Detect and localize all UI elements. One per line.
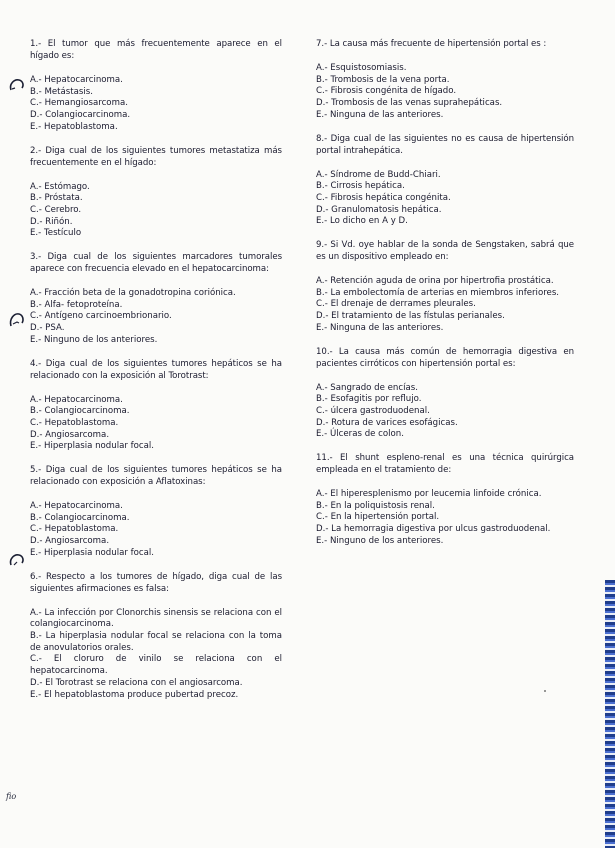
- handwritten-mark-q5: [8, 553, 24, 565]
- option-a: A.- El hiperesplenismo por leucemia linfoide crónica.: [316, 489, 542, 500]
- handwritten-mark-q3: [8, 312, 24, 324]
- option-b: B.- Alfa- fetoproteína.: [30, 299, 123, 310]
- question-stem: 5.- Diga cual de los siguientes tumores hepáticos se ha relacionado con exposición a Aflatoxinas:: [30, 465, 282, 488]
- option-d: D.- PSA.: [30, 323, 65, 334]
- question-stem: 1.- El tumor que más frecuentemente aparece en el hígado es:: [30, 39, 282, 61]
- question-stem: 10.- La causa más común de hemorragia digestiva en pacientes cirróticos con hipertensión portal es:: [316, 346, 574, 369]
- option-e: E.- Ninguno de los anteriores.: [30, 334, 158, 345]
- question-stem: 9.- Si Vd. oye hablar de la sonda de Sengstaken, sabrá que es un dispositivo empleado en:: [316, 240, 574, 263]
- option-e: E.- Hiperplasia nodular focal.: [30, 441, 155, 452]
- option-c: C.- En la hipertensión portal.: [316, 512, 440, 523]
- option-a: A.- Hepatocarcinoma.: [30, 75, 123, 85]
- question-6: [30, 571, 282, 702]
- question-stem: 3.- Diga cual de los siguientes marcadores tumorales aparece con frecuencia elevado en el hepatocarcinoma:: [30, 252, 282, 275]
- option-c: C.- úlcera gastroduodenal.: [316, 405, 430, 416]
- question-9: [316, 239, 574, 335]
- left-column: [30, 38, 282, 712]
- question-stem: 2.- Diga cual de los siguientes tumores metastatiza más frecuentemente en el hígado:: [30, 145, 282, 168]
- question-3: [30, 251, 282, 347]
- question-stem: 11.- El shunt espleno-renal es una técnica quirúrgica empleada en el tratamiento de:: [316, 453, 574, 476]
- option-c: C.- Cerebro.: [30, 204, 82, 215]
- question-stem: 4.- Diga cual de los siguientes tumores hepáticos se ha relacionado con la exposición al Torotrast:: [30, 358, 282, 381]
- question-8: [316, 133, 574, 229]
- handwritten-mark-q1: [8, 78, 24, 90]
- option-a: A.- Sangrado de encías.: [316, 382, 418, 393]
- option-d: D.- La hemorragia digestiva por ulcus gastroduodenal.: [316, 524, 551, 535]
- option-d: D.- El tratamiento de las fístulas perianales.: [316, 311, 505, 322]
- question-10: [316, 346, 574, 442]
- option-a: A.- Estómago.: [30, 181, 90, 192]
- option-d: D.- Colangiocarcinoma.: [30, 110, 131, 121]
- option-d: D.- Riñón.: [30, 216, 73, 227]
- option-b: B.- En la poliquistosis renal.: [316, 500, 435, 511]
- option-c: C.- Antígeno carcinoembrionario.: [30, 311, 172, 322]
- option-e: E.- Lo dicho en A y D.: [316, 216, 408, 227]
- option-c: C.- Fibrosis congénita de hígado.: [316, 86, 457, 97]
- option-e: E.- Testículo: [30, 228, 82, 239]
- option-b: B.- Cirrosis hepática.: [316, 181, 405, 192]
- option-b: B.- Próstata.: [30, 193, 83, 204]
- option-b: B.- Colangiocarcinoma.: [30, 406, 130, 417]
- scan-edge-strip: [605, 580, 615, 848]
- option-c: C.- Hepatoblastoma.: [30, 417, 119, 428]
- question-11: [316, 452, 574, 548]
- option-e: E.- Ninguna de las anteriores.: [316, 322, 444, 333]
- option-b: B.- Esofagitis por reflujo.: [316, 394, 422, 405]
- option-a: A.- Hepatocarcinoma.: [30, 394, 123, 405]
- option-c: C.- El drenaje de derrames pleurales.: [316, 299, 476, 310]
- option-b: B.- La embolectomía de arterias en miembros inferiores.: [316, 287, 560, 298]
- option-a: A.- Hepatocarcinoma.: [30, 501, 123, 512]
- option-b: B.- Metástasis.: [30, 86, 93, 97]
- option-b: B.- Trombosis de la vena porta.: [316, 74, 450, 85]
- option-a: A.- Esquistosomiasis.: [316, 63, 407, 73]
- option-d: D.- Rotura de varices esofágicas.: [316, 417, 458, 428]
- speck: [544, 690, 546, 692]
- option-e: E.- El hepatoblastoma produce pubertad precoz.: [30, 689, 239, 700]
- option-a: A.- Retención aguda de orina por hipertrofia prostática.: [316, 276, 554, 287]
- option-b: B.- La hiperplasia nodular focal se relaciona con la toma de anovulatorios orales.: [30, 630, 282, 653]
- option-e: E.- Ninguno de los anteriores.: [316, 535, 444, 546]
- option-e: E.- Hepatoblastoma.: [30, 121, 118, 132]
- option-c: C.- Fibrosis hepática congénita.: [316, 192, 451, 203]
- question-5: [30, 464, 282, 560]
- question-7: [316, 38, 574, 122]
- option-d: D.- Angiosarcoma.: [30, 536, 110, 547]
- option-b: B.- Colangiocarcinoma.: [30, 512, 130, 523]
- option-d: D.- Angiosarcoma.: [30, 429, 110, 440]
- question-stem: 7.- La causa más frecuente de hipertensión portal es :: [316, 39, 547, 49]
- handwritten-note: fio: [6, 792, 17, 801]
- option-c: C.- El cloruro de vinilo se relaciona con el hepatocarcinoma.: [30, 654, 282, 677]
- option-a: A.- Síndrome de Budd-Chiari.: [316, 169, 441, 180]
- question-1: [30, 38, 282, 134]
- right-column: [316, 38, 574, 559]
- option-e: E.- Hiperplasia nodular focal.: [30, 547, 155, 558]
- option-d: D.- Trombosis de las venas suprahepáticas.: [316, 98, 503, 109]
- question-2: [30, 145, 282, 241]
- option-a: A.- La infección por Clonorchis sinensis se relaciona con el colangiocarcinoma.: [30, 607, 282, 630]
- option-d: D.- Granulomatosis hepática.: [316, 204, 442, 215]
- option-a: A.- Fracción beta de la gonadotropina coriónica.: [30, 288, 236, 299]
- question-stem: 6.- Respecto a los tumores de hígado, diga cual de las siguientes afirmaciones es falsa:: [30, 571, 282, 594]
- option-e: E.- Ninguna de las anteriores.: [316, 109, 444, 120]
- option-d: D.- El Torotrast se relaciona con el angiosarcoma.: [30, 677, 243, 688]
- option-c: C.- Hepatoblastoma.: [30, 524, 119, 535]
- option-e: E.- Úlceras de colon.: [316, 429, 404, 440]
- option-c: C.- Hemangiosarcoma.: [30, 98, 128, 109]
- question-stem: 8.- Diga cual de las siguientes no es causa de hipertensión portal intrahepática.: [316, 133, 574, 156]
- question-4: [30, 358, 282, 454]
